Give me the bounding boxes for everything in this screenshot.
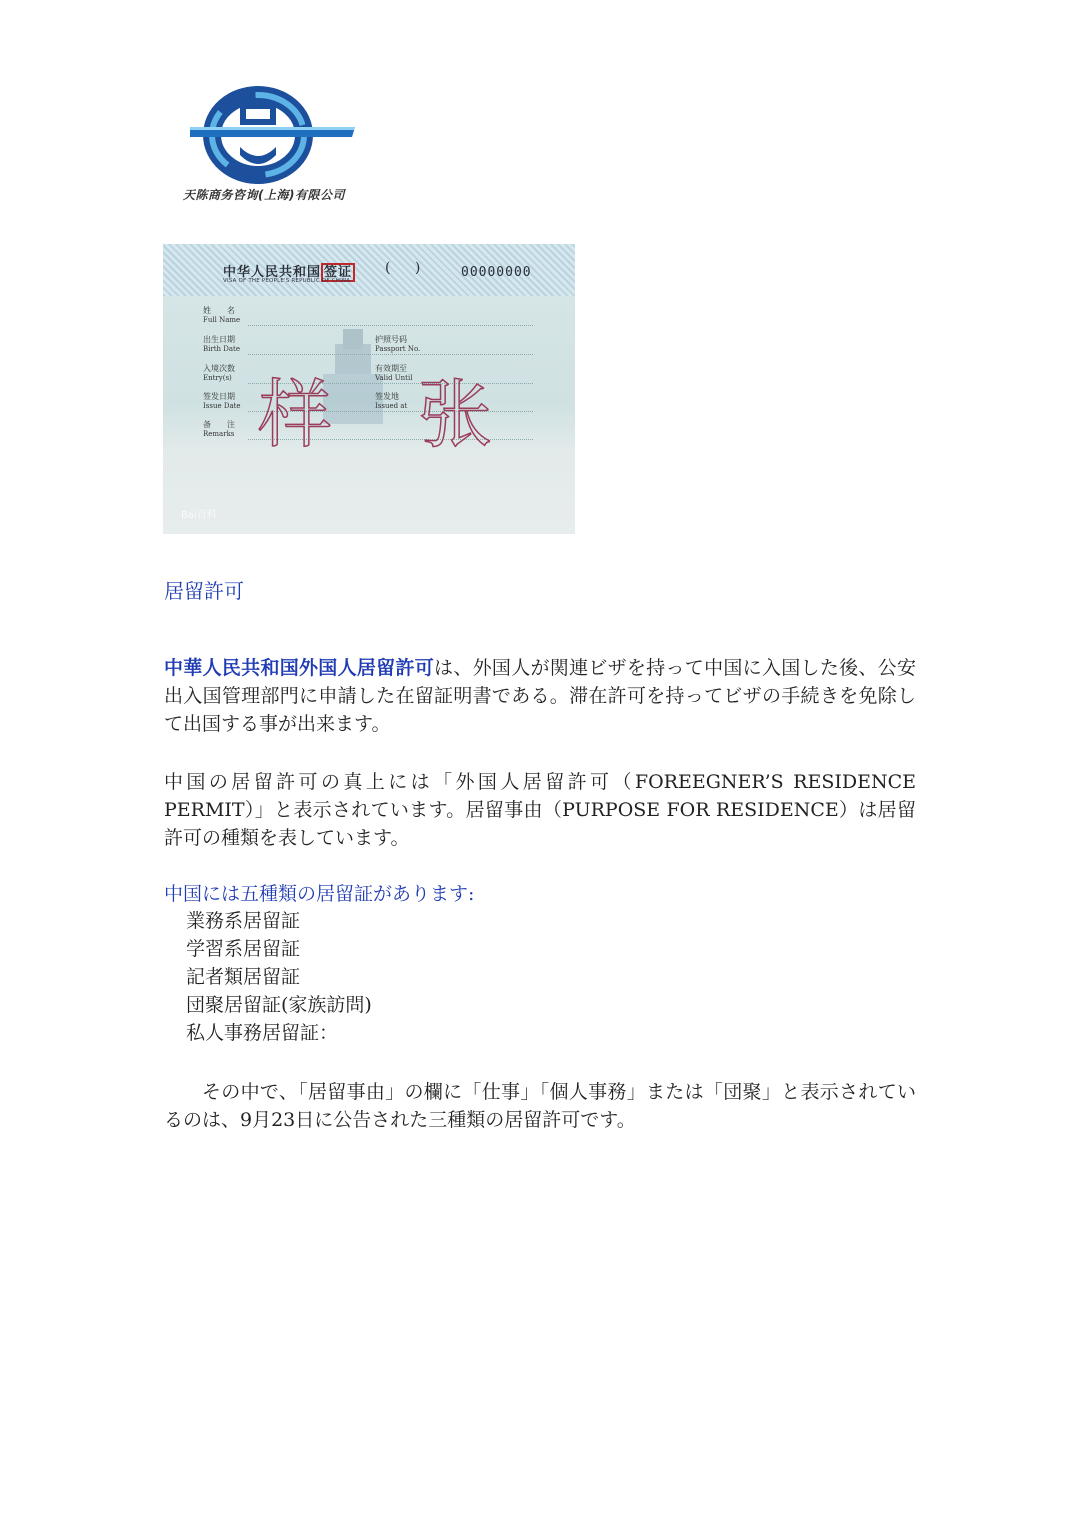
intro-text: は、外国人が関連ビザを持って中国に入国した後、公安出入国管理部門に申請した在留証明書である。滞在許可を持ってビザの手続きを免除して出国する事が出来ます。 <box>164 657 916 735</box>
visa-field-passport-no: 护照号码 Passport No. <box>375 335 421 353</box>
logo-caption: 天陈商务咨询(上海)有限公司 <box>183 188 345 202</box>
field-rule <box>248 325 533 326</box>
closing-paragraph: その中で、「居留事由」の欄に「仕事」「個人事務」または「団聚」と表示されているのは、9月23日に公告された三種類の居留許可です。 <box>164 1081 916 1131</box>
list-item: 業務系居留証 <box>186 910 301 932</box>
visa-field-remarks: 备 注 Remarks <box>203 420 235 438</box>
visa-title-highlight: 签证 <box>321 263 355 282</box>
visa-field-entries: 入境次数 Entry(s) <box>203 364 235 382</box>
permit-types-list <box>186 907 372 1047</box>
permit-types-title: 中国には五種類の居留証があります: <box>164 883 475 905</box>
sample-stamp-left: 样 <box>258 372 332 458</box>
visa-field-valid-until: 有效期至 Valid Until <box>375 364 413 382</box>
visa-field-issued-at: 签发地 Issued at <box>375 392 408 410</box>
visa-field-name: 姓 名 Full Name <box>203 306 241 324</box>
visa-subtitle: VISA OF THE PEOPLE'S REPUBLIC OF CHINA <box>223 278 351 284</box>
visa-sample-image <box>163 244 575 534</box>
field-rule <box>248 354 533 355</box>
visa-field-birth-date: 出生日期 Birth Date <box>203 335 241 353</box>
list-item: 団聚居留証(家族訪問) <box>186 994 372 1016</box>
permit-description-paragraph: 中国の居留許可の真上には「外国人居留許可（FOREEGNER’S RESIDENCE PERMIT）」と表示されています。居留事由（PURPOSE FOR RESIDENCE）は居留許可の種類を表しています。 <box>164 771 916 849</box>
visa-title-paren: ( ) <box>385 260 421 276</box>
visa-title: 中华人民共和国 签证 <box>223 261 355 280</box>
list-item: 私人事務居留証： <box>186 1022 339 1044</box>
sample-stamp-right: 张 <box>418 372 492 458</box>
visa-field-issue-date: 签发日期 Issue Date <box>203 392 241 410</box>
visa-number: 00000000 <box>461 265 532 280</box>
list-item: 学習系居留証 <box>186 938 301 960</box>
image-watermark: Bai百科 <box>181 510 217 521</box>
section-heading: 居留許可 <box>164 579 244 603</box>
list-item: 記者類居留証 <box>186 966 301 988</box>
intro-highlight: 中華人民共和国外国人居留許可 <box>164 657 435 679</box>
intro-paragraph <box>164 654 916 738</box>
